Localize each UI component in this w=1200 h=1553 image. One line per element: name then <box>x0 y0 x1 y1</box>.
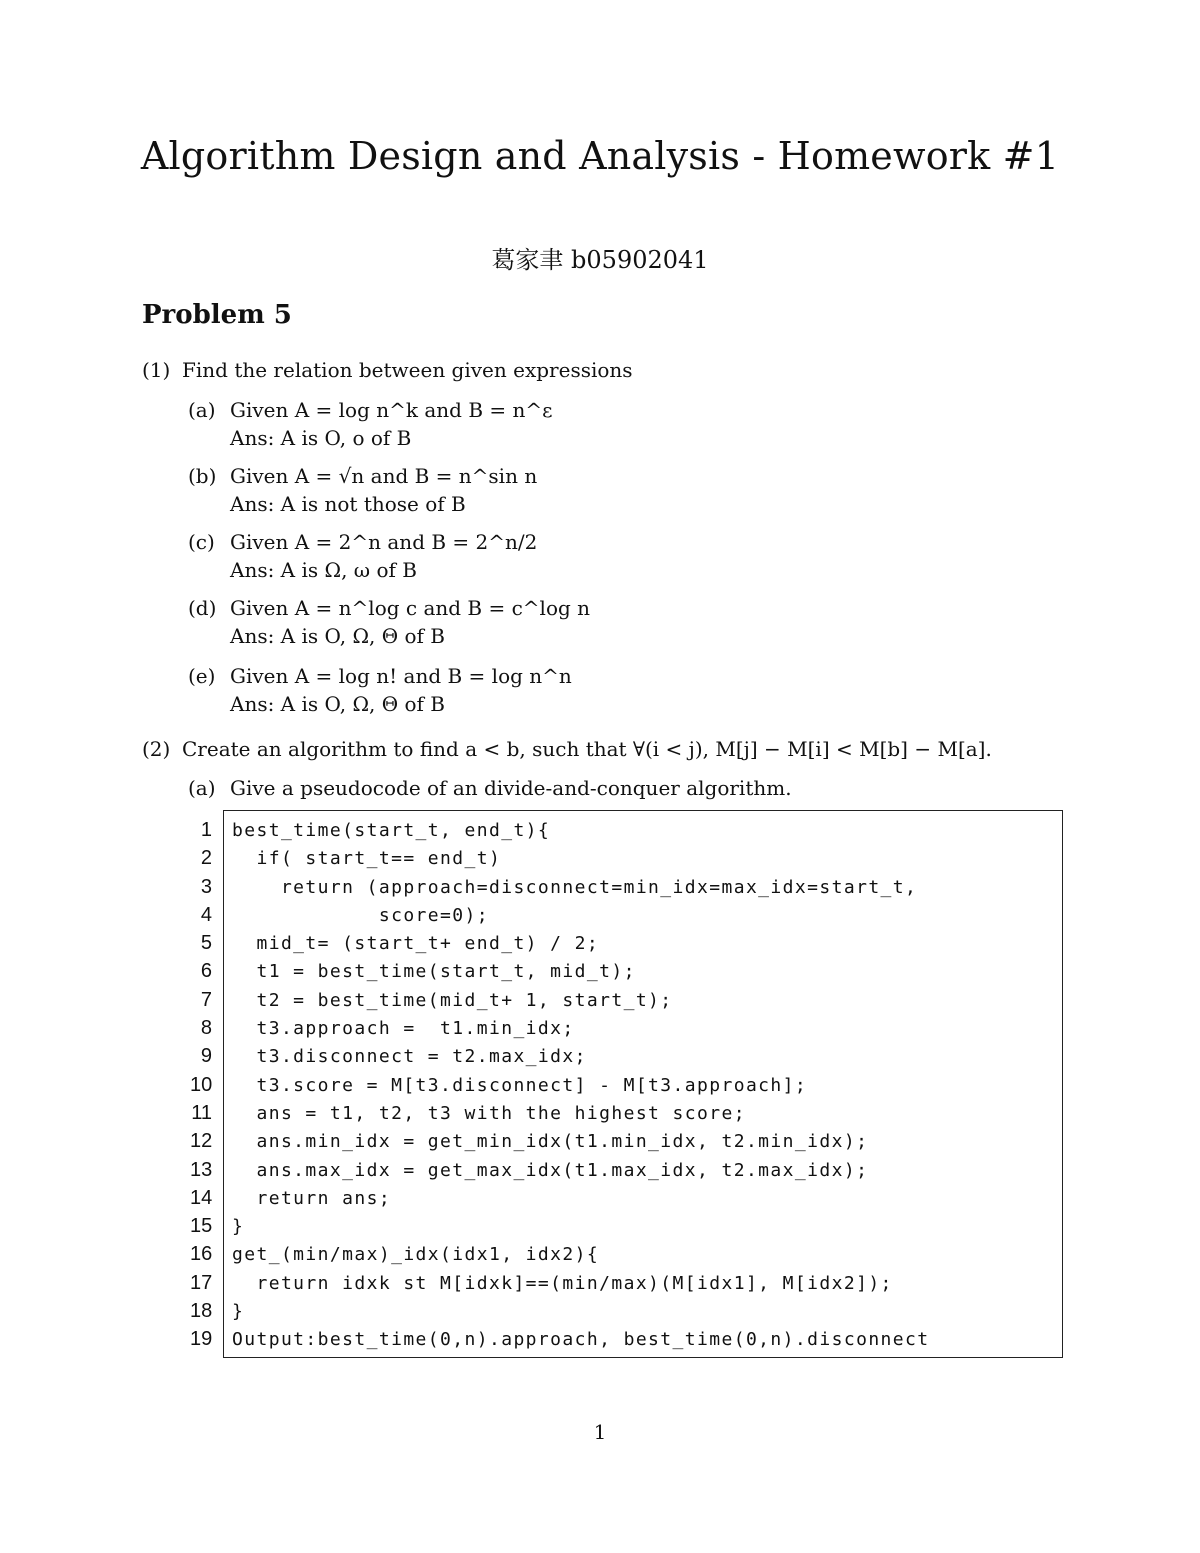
item-answer: Ans: A is Ω, ω of B <box>230 558 417 582</box>
line-number: 8 <box>200 1017 212 1040</box>
item-label: (e) <box>188 664 216 688</box>
relation-item <box>188 662 572 718</box>
code-lines <box>232 817 930 1355</box>
line-number: 11 <box>191 1101 212 1124</box>
subpart-label: (a) <box>188 776 216 800</box>
item-given: Given A = 2^n and B = 2^n/2 <box>230 530 538 554</box>
item-given: Given A = n^log c and B = c^log n <box>230 596 591 620</box>
line-number: 12 <box>190 1130 213 1153</box>
code-line: score=0); <box>232 904 489 926</box>
author-line: 葛家聿 b05902041 <box>491 246 709 274</box>
part-2-number: (2) <box>142 737 171 761</box>
item-answer: Ans: A is O, Ω, Θ of B <box>230 624 445 648</box>
line-number: 19 <box>190 1328 213 1351</box>
line-number: 6 <box>200 960 212 983</box>
code-line: get_(min/max)_idx(idx1, idx2){ <box>232 1244 600 1266</box>
part-1 <box>142 358 633 382</box>
relation-item <box>188 594 590 650</box>
line-number: 17 <box>190 1271 213 1294</box>
code-line: return idxk st M[idxk]==(min/max)(M[idx1], M[idx2]); <box>232 1272 893 1294</box>
code-line: t3.disconnect = t2.max_idx; <box>232 1046 587 1068</box>
part-2 <box>142 737 992 761</box>
part-2-text: Create an algorithm to find a < b, such that ∀(i < j), M[j] − M[i] < M[b] − M[a]. <box>182 737 992 761</box>
line-number: 18 <box>190 1300 213 1323</box>
code-line: ans = t1, t2, t3 with the highest score; <box>232 1102 746 1124</box>
item-label: (b) <box>188 464 217 488</box>
line-number: 3 <box>200 875 212 898</box>
problem-heading: Problem 5 <box>142 300 292 330</box>
relation-item <box>188 528 537 584</box>
document-title: Algorithm Design and Analysis - Homework #1 <box>140 134 1060 178</box>
line-number: 1 <box>200 819 212 841</box>
item-answer: Ans: A is O, Ω, Θ of B <box>230 692 445 716</box>
item-given: Given A = log n^k and B = n^ε <box>230 398 553 422</box>
code-line: ans.min_idx = get_min_idx(t1.min_idx, t2.min_idx); <box>232 1131 869 1153</box>
part-2-subpart <box>188 776 792 800</box>
code-line: } <box>232 1301 245 1323</box>
part-1-text: Find the relation between given expressions <box>182 358 633 382</box>
code-line: best_time(start_t, end_t){ <box>232 820 551 841</box>
subpart-text: Give a pseudocode of an divide-and-conquer algorithm. <box>230 776 792 800</box>
item-label: (d) <box>188 596 217 620</box>
line-number: 10 <box>190 1073 213 1096</box>
code-line: t2 = best_time(mid_t+ 1, start_t); <box>232 989 673 1011</box>
relation-item <box>188 462 537 518</box>
code-line: t1 = best_time(start_t, mid_t); <box>232 961 636 983</box>
line-number: 15 <box>190 1215 213 1238</box>
item-label: (c) <box>188 530 215 554</box>
line-number: 7 <box>200 988 212 1011</box>
code-line: mid_t= (start_t+ end_t) / 2; <box>232 933 600 955</box>
relation-item <box>188 396 553 452</box>
line-number: 14 <box>190 1186 213 1209</box>
part-1-number: (1) <box>142 358 171 382</box>
item-answer: Ans: A is not those of B <box>230 492 466 516</box>
item-given: Given A = log n! and B = log n^n <box>230 664 572 688</box>
item-given: Given A = √n and B = n^sin n <box>230 464 538 488</box>
code-line: return (approach=disconnect=min_idx=max_idx=start_t, <box>232 876 918 898</box>
code-line: return ans; <box>232 1187 392 1209</box>
code-line: } <box>232 1216 245 1238</box>
line-number: 16 <box>190 1243 213 1266</box>
item-label: (a) <box>188 398 216 422</box>
page-number: 1 <box>593 1420 607 1444</box>
code-line: t3.approach = t1.min_idx; <box>232 1018 575 1040</box>
line-number: 2 <box>200 847 212 870</box>
code-line: t3.score = M[t3.disconnect] - M[t3.approach]; <box>232 1074 808 1096</box>
line-number: 5 <box>200 932 212 955</box>
code-line: if( start_t== end_t) <box>232 848 502 870</box>
line-numbers <box>190 816 212 1354</box>
line-number: 9 <box>200 1045 212 1068</box>
code-line: ans.max_idx = get_max_idx(t1.max_idx, t2.max_idx); <box>232 1159 869 1181</box>
line-number: 4 <box>200 903 212 926</box>
item-answer: Ans: A is O, o of B <box>230 426 412 450</box>
line-number: 13 <box>190 1158 213 1181</box>
code-line: Output:best_time(0,n).approach, best_time(0,n).disconnect <box>232 1329 930 1351</box>
code-box <box>223 810 1063 1358</box>
